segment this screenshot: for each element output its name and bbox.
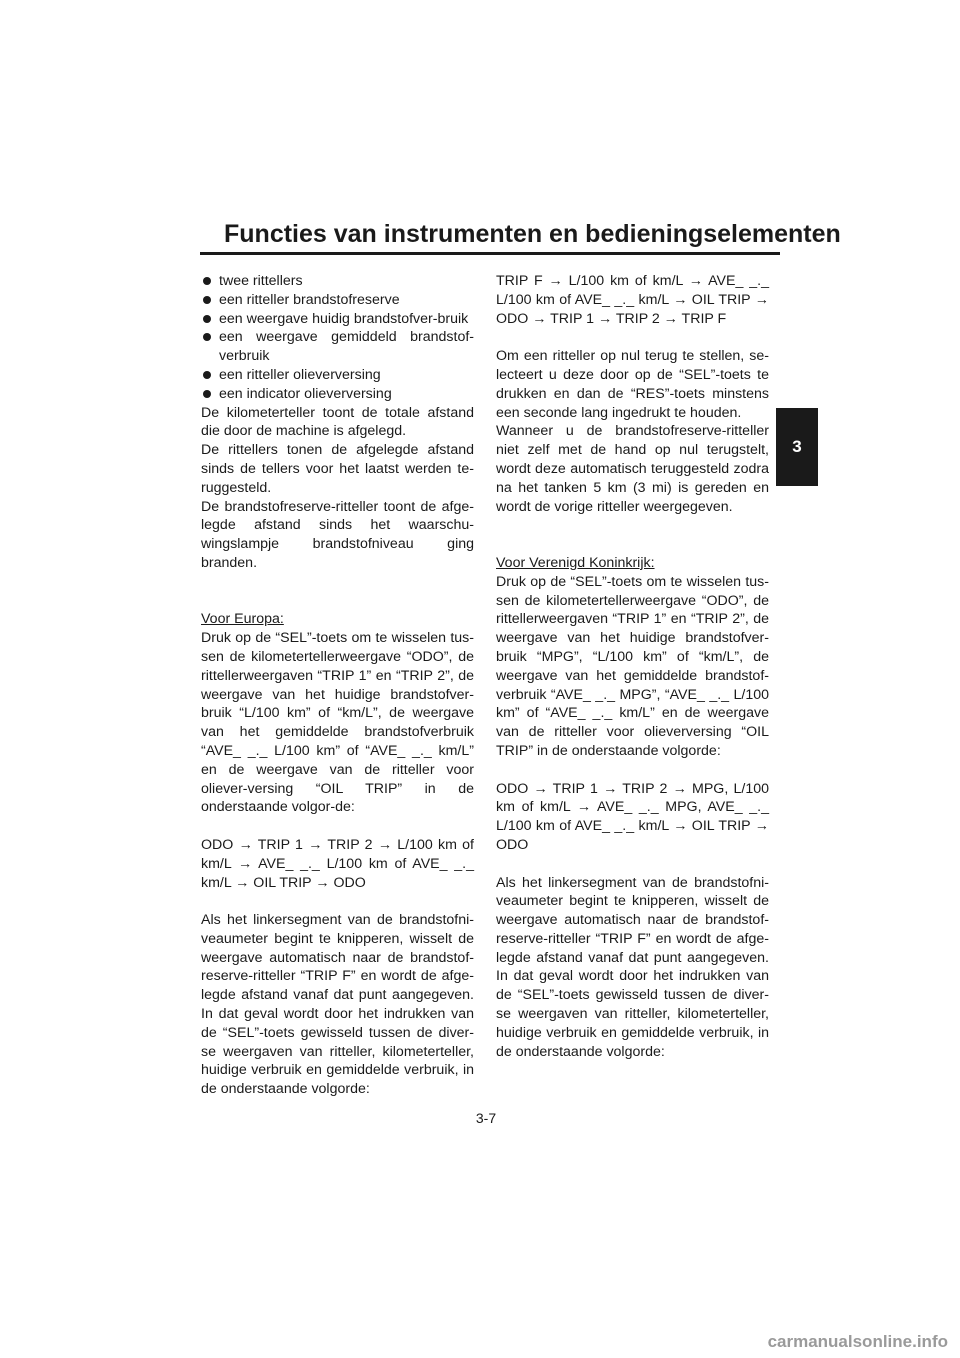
uk-heading: Voor Verenigd Koninkrijk:	[496, 554, 655, 571]
europe-heading: Voor Europa:	[201, 611, 284, 628]
list-item: twee rittellers	[201, 272, 474, 291]
bullet-icon	[203, 277, 211, 285]
europe-sequence: ODO → TRIP 1 → TRIP 2 → L/100 km of km/L → AVE_ _._ L/100 km of AVE_ _._ km/L → OIL TRIP → ODO	[201, 836, 474, 891]
page-title: Functies van instrumenten en bedieningselementen	[224, 220, 841, 248]
trip-paragraph: De rittellers tonen de afgelegde afstand sinds de tellers voor het laatst werden te-ruggesteld.	[201, 442, 474, 496]
bullet-icon	[203, 296, 211, 304]
list-item: een weergave huidig brandstofver-bruik	[201, 310, 474, 329]
header-divider	[200, 252, 780, 255]
reserve-paragraph: De brandstofreserve-ritteller toont de afge-legde afstand sinds het waarschu-wingslampje brandstofniveau ging branden.	[201, 498, 474, 571]
bullet-icon	[203, 371, 211, 379]
uk-sequence: ODO → TRIP 1 → TRIP 2 → MPG, L/100 km of km/L → AVE_ _._ MPG, AVE_ _._ L/100 km of AVE_ _._ km/L → OIL TRIP → ODO	[496, 780, 769, 853]
list-item: een ritteller brandstofreserve	[201, 291, 474, 310]
bullet-icon	[203, 390, 211, 398]
right-column	[496, 272, 769, 1061]
left-column	[201, 272, 474, 1099]
uk-blink-paragraph: Als het linkersegment van de brandstofni-veaumeter begint te knipperen, wisselt de weergave automatisch naar de brandstof-reserve-ritteller “TRIP F” en wordt de afge-legde afstand vanaf dat punt aangegeven. In dat geval wordt door het indrukken van de “SEL”-toets gewisseld tussen de diver-se weergaven van ritteller, kilometerteller, huidige verbruik en gemiddelde verbruik, in de onderstaande volgorde:	[496, 874, 769, 1060]
europe-blink-paragraph: Als het linkersegment van de brandstofni-veaumeter begint te knipperen, wisselt de weergave automatisch naar de brandstof-reserve-ritteller “TRIP F” en wordt de afge-legde afstand vanaf dat punt aangegeven. In dat geval wordt door het indrukken van de “SEL”-toets gewisseld tussen de diver-se weergaven van ritteller, kilometerteller, huidige verbruik en gemiddelde verbruik, in de onderstaande volgorde:	[201, 912, 474, 1098]
watermark: carmanualsonline.info	[767, 1332, 948, 1351]
reserve-reset-paragraph: Wanneer u de brandstofreserve-ritteller niet zelf met de hand op nul terugstelt, wordt deze automatisch teruggesteld zodra na het tanken 5 km (3 mi) is gereden en wordt de vorige ritteller weergegeven.	[496, 423, 769, 515]
bullet-icon	[203, 333, 211, 341]
list-item: een indicator olieverversing	[201, 385, 474, 404]
list-item: een ritteller olieverversing	[201, 366, 474, 385]
reset-paragraph: Om een ritteller op nul terug te stellen, se-lecteert u deze door op de “SEL”-toets te drukken en dan de “RES”-toets minstens een seconde lang ingedrukt te houden.	[496, 348, 769, 421]
list-item: een weergave gemiddeld brandstof-verbruik	[201, 328, 474, 366]
uk-paragraph: Druk op de “SEL”-toets om te wisselen tus-sen de kilometertellerweergave “ODO”, de rittellerweergaven “TRIP 1” en “TRIP 2”, de weergave van het huidige brandstofver-bruik “MPG”, “L/100 km” of “km/L”, de weergave van het gemiddelde brandstof-verbruik “AVE_ _._ MPG”, “AVE_ _._ L/100 km” of “AVE_ _._ km/L” en de weergave van de ritteller voor olieverversing “OIL TRIP” in de onderstaande volgorde:	[496, 573, 769, 759]
europe-paragraph: Druk op de “SEL”-toets om te wisselen tus-sen de kilometertellerweergave “ODO”, de rittellerweergaven “TRIP 1” en “TRIP 2”, de weergave van het huidige brandstofver-bruik “L/100 km” of “km/L”, de weergave van het gemiddelde brandstofverbruik “AVE_ _._ L/100 km” of “AVE_ _._ km/L” en de weergave van de ritteller voor oliever-versing “OIL TRIP” in de onderstaande volgor-de:	[201, 630, 474, 816]
page-number: 3-7	[475, 1110, 497, 1126]
bullet-icon	[203, 315, 211, 323]
odometer-paragraph: De kilometerteller toont de totale afstand die door de machine is afgelegd.	[201, 404, 474, 440]
tripf-sequence: TRIP F → L/100 km of km/L → AVE_ _._ L/100 km of AVE_ _._ km/L → OIL TRIP → ODO → TRIP 1 → TRIP 2 → TRIP F	[496, 273, 769, 327]
chapter-tab: 3	[776, 408, 818, 486]
feature-list	[201, 272, 474, 404]
